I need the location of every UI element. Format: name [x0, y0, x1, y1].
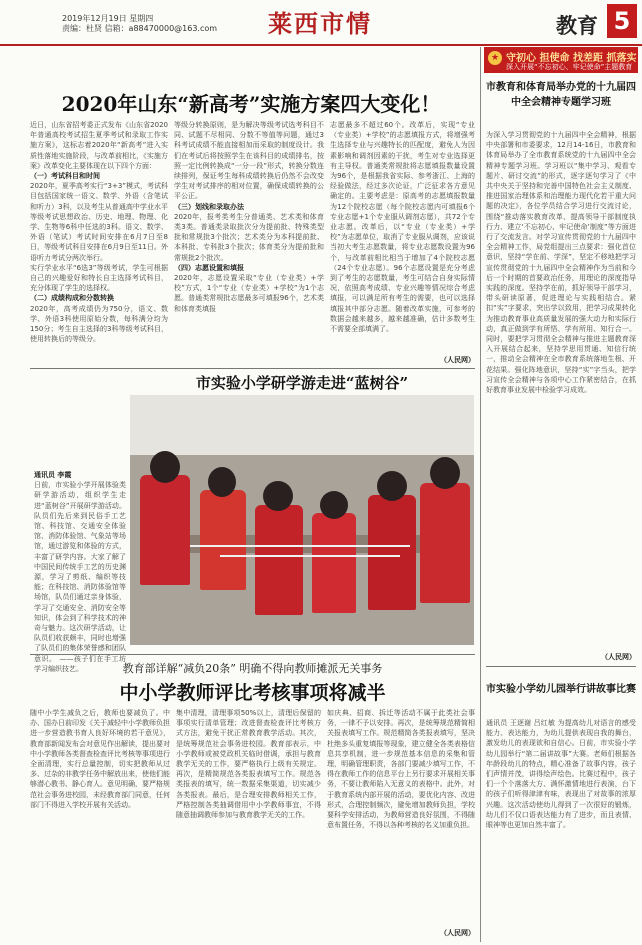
bottom-article-text-1: 随中小学生减负之后，教师也要减负了。中办、国办日前印发《关于减轻中小学教师负担进一步营造教书育人良好环境的若干意见》，教育部新闻发布会对意见作出解读，提出要对中小学教师各类督查检查评比考核等事项进行全面清理，实行总量控制，切实把教师从过多、过杂的非教学任务中解放出来，使他们能够潜心教书、静心育人。意见明确，要严格规范社会事务进校园，未经教育部门同意，任何部门不得进入学校开展有关活动。: [30, 709, 170, 809]
classroom-photo: [130, 395, 474, 645]
sidebar-article-1-byline: （人民网）: [601, 653, 636, 661]
main-article-para6: 2020年，报考类考生分普通类、艺术类和体育类3类。普通类录取批次分为提前批、特殊类型批和常规批3个批次；艺术类分为本科提前批、本科批、专科批3个批次；体育类分为提前批和常规批2个批次。: [174, 212, 324, 262]
divider: [486, 666, 636, 667]
main-article-intro: 近日，山东省招考委正式发布《山东省2020年普通高校考试招生夏季考试和录取工作实施方案》，这标志着2020年“新高考”进入实质性落地实施阶段，与改革前相比，《实施方案》改革变化主要体现在以下四个方面：: [30, 121, 168, 170]
bottom-article-col2: [176, 708, 321, 936]
main-article-para5: 等级分转换原则，是为解决等级考试选考科目不同、试题不尽相同、分数不等值等问题，通过3科考试成绩不能直接相加而采取的制度设计。我们在考试后将按照学生在该科目的成绩排名，按照一定比例转换成“一分一段”形式，转换分数连续排列，保证考生每科成绩转换后仍然不会改变学生对考试排序的相对位置，确保成绩转换的公平公正。: [174, 121, 324, 201]
main-subhead-3: （三）划线和录取办法: [174, 202, 244, 211]
sidebar-article-2: [486, 718, 636, 940]
main-article-col2: [174, 120, 324, 352]
page-number: 5: [607, 4, 637, 38]
bottom-article-byline: （人民网）: [440, 929, 475, 937]
main-article-col3: [330, 120, 475, 352]
main-article-para2: 2020年，夏季高考实行“3+3”模式，考试科目包括国家统一语文、数学、外语（含笔试和听力）3科，以及考生从普通高中学业水平等级考试思想政治、历史、地理、物理、化学、生物等6科中任选的3科。语文、数学、外语（笔试）考试时间安排在6月7日至8日，等级考试科目安排在6月9日至11日。外语听力考试分两次举行。: [30, 182, 168, 262]
main-article-para3: 实行学业水平“6选3”等级考试，学生可根据自己的兴趣爱好和特长自主选择考试科目，充分体现了学生的选择权。: [30, 263, 168, 293]
bottom-article-col1: [30, 708, 170, 936]
main-article-para4: 2020年，高考成绩仍为750分，语文、数学、外语3科使用原始分数，每科满分均为150分；考生自主选择的3科等级考试科目，使用转换后的等级分。: [30, 304, 168, 344]
banner-line-1: 守初心 担使命 找差距 抓落实: [506, 53, 637, 64]
bottom-article-text-3: 如庆典、招商、拆迁等活动不属于此类社会事务，一律不予以安排。再次，是统筹规范精简相关报表填写工作。规范精简各类报表填写，坚决杜绝多头重复填报等现象，建立健全各类表格信息共享机制，进一步规范基本信息的采集和管理，明确管理职责，各部门要减少填写工作，不得在教师工作的信息平台上另行要求开展相关事务，不要让教师陷入无意义的表格中。此外，对于教育系统内部开展的活动，要优化内容、改进形式，合理控制频次，避免增加教师负担，学校要科学安排活动，为教师营造良好氛围，不得随意布置任务，不得以各种考核的名义加重负担。: [327, 709, 475, 830]
bottom-article-col3: [327, 708, 475, 926]
bottom-article-kicker: 教育部详解“减负20条” 明确不得向教师摊派无关事务: [122, 662, 383, 675]
bottom-article-headline: 中小学教师评比考核事项将减半: [119, 682, 386, 704]
photo-article-body: [34, 470, 126, 673]
column-divider: [480, 47, 481, 942]
main-subhead-1: （一）考试科目和时间: [30, 172, 100, 181]
divider: [30, 654, 475, 655]
main-subhead-4: （四）志愿设置和填报: [174, 263, 244, 272]
sidebar-headline-1: 市教育和体育局举办党的十九届四中全会精神专题学习班: [486, 82, 636, 108]
photo-article-text: 日前，市实验小学开展体验类研学游活动，组织学生走进“蓝树谷”开展研学游活动。队员们先后来到民俗手工艺馆、科技馆、交通安全体验馆、消防体验馆、气象站等场馆，通过游览和体验的方式，丰富了研学内容。大家了解了中国民间传统手工艺的历史渊源，学习了剪纸、编织等技能；在科技馆、消防体验馆等场馆，队员们通过亲身体验，学习了交通安全、消防安全等知识，体会到了科学技术的神奇与魅力。这次研学活动，让队员们收获颇丰，同时也增强了队员们的集体荣誉感和团队意识。: [34, 481, 126, 663]
sidebar-article-2-text: 通讯员 王逐谢 吕红敏 为提高幼儿对语言的感受能力、表达能力，为幼儿提供表现自我的舞台，激发幼儿的表现欲和自信心。日前，市实验小学幼儿园举行“第二届讲故事”大赛。老师们根据各年龄段幼儿的特点，精心准备了故事内容，孩子们声情并茂，讲得绘声绘色。比赛过程中，孩子们一个个落落大方、满怀激情地进行表演，台下的孩子们听得津津有味，表现出了对故事的浓厚兴趣。这次活动使幼儿得到了一次很好的锻炼，幼儿们不仅口语表达能力有了进步，而且表情、眼神等也更加自然丰富了。: [486, 719, 636, 830]
photo-article-byline: 通讯员 李霞: [34, 471, 72, 479]
sidebar-headline-2: 市实验小学幼儿园举行讲故事比赛: [486, 684, 636, 695]
main-subhead-2: （二）成绩构成和分数转换: [30, 294, 114, 303]
header-meta: [62, 14, 217, 34]
page-header: [0, 0, 642, 46]
divider: [30, 368, 475, 369]
date-line: 2019年12月19日 星期四: [62, 14, 154, 23]
party-emblem-icon: ★: [488, 51, 502, 65]
sidebar-article-1-text: 为深入学习贯彻党的十九届四中全会精神，根据中央部署和市委要求，12月14-16日，市教育和体育局举办了全市教育系统党的十九届四中全会精神专题学习班。学习班以“集中学习、观看专题片、研讨交流”的形式，逐字逐句学习了《中共中央关于坚持和完善中国特色社会主义制度、推进国家治理体系和治理能力现代化若干重大问题的决定》，各位学员结合学习进行交流讨论，围绕“推动落实教育改革、提高领导干部制度执行力、建立‘不忘初心、牢记使命’制度”等方面进行了交流发言。对学习宣传贯彻党的十九届四中全会精神工作，局党组提出三点要求：强化首位意识，坚持“学在前、学深”，坚定不移地把学习宣传贯彻党的十九届四中全会精神作为当前和今后一个时期的首要政治任务，用理论的深度指导实践的深度。坚持学在前，抓好领导干部学习，带头研读原著，促进理论与实践相结合。紧扣“实”字要求，突出学以致用，把学习成果转化为推动教育事业高质量发展的强大动力和实际行动，真正做到学有所悟、学有所用、知行合一。同时，要把学习贯彻全会精神与推进主题教育深入开展结合起来，坚持学思用贯通、知信行统一，推动全会精神在全市教育系统落地生根、开花结果。强化阵地意识，坚持“实”字当头，把学习宣传全会精神与各项中心工作紧密结合，在抓好教育事业发展中检验学习成效。: [486, 131, 636, 395]
bottom-article-text-2: 集中清理，清理事项50%以上，清理后保留的事项实行清单管理；改进督查检查评比考核方式方法，避免干扰正常教育教学活动。其次，是统筹规范社会事务进校园。教育部表示，中小学教师或被党政机关临时借调，承担与教育教学无关的工作，要严格执行上级有关规定。再次，是精简规范各类报表填写工作。规范各类报表的填写，统一数据采集渠道，切实减少各类报表。最后，是合理安排教师相关工作，严格控制各类抽调借用中小学教师事宜，不得随意抽调教师参加与教育教学无关的工作。: [176, 709, 321, 820]
photo-article-tail: ——孩子们在手工坊学习编织技艺。: [34, 654, 126, 673]
main-article-para7: 2020年，志愿设置采取“专业（专业类）+学校”方式，1个“专业（专业类）+学校”为1个志愿。普通类常规批志愿最多可填报96个，艺术类和体育类填报: [174, 274, 324, 313]
section-title: 教育: [556, 14, 598, 38]
masthead: 莱西市情: [268, 9, 372, 38]
sidebar-article-1: [486, 130, 636, 650]
main-article-para8: 志愿最多不超过60个。改革后，实现“专业（专业类）+学校”的志愿填报方式，将增强考生选择专业与兴趣特长的匹配度，避免人为因素影响和调剂因素的干扰，考生对专业选择更有主导权。普通类常规批将志愿填报数量设置为96个，是根据我省实际、参考浙江、上海的经验做法，经过多次论证，广泛征求各方意见确定的。主要考虑是：原高考的志愿填报数量为12个院校志愿（每个院校志愿内可填报6个专业志愿+1个专业服从调剂志愿），共72个专业志愿。改革后，以“专业（专业类）+学校”为志愿单位，取消了专业服从调剂，应该说当初大考生志愿数量，将专业志愿数设置为96个，与改革前相比相当于增加了4个院校志愿（24个专业志愿）。96个志愿设置是充分考虑到了考生的志愿数量，考生可结合自身实际情况，依照高考成绩、专业兴趣等情况综合考虑填报，可以满足所有考生的需要，也可以选择填报其中部分志愿。随着改革实施，可参考的数据会越来越多，越来越准确，估计多数考生不需要全部填满了。: [330, 121, 475, 334]
main-article-byline: （人民网）: [440, 356, 475, 364]
theme-banner: [484, 47, 638, 73]
editor-line: 责编：杜贤 信箱：a88470000@163.com: [62, 24, 218, 33]
photo-article-headline: 市实验小学研学游走进“蓝树谷”: [195, 374, 409, 392]
banner-line-2: 深入开展“不忘初心、牢记使命”主题教育: [506, 63, 633, 71]
main-headline: 2020年山东“新高考”实施方案四大变化！: [61, 92, 441, 116]
main-article-col1: [30, 120, 168, 352]
